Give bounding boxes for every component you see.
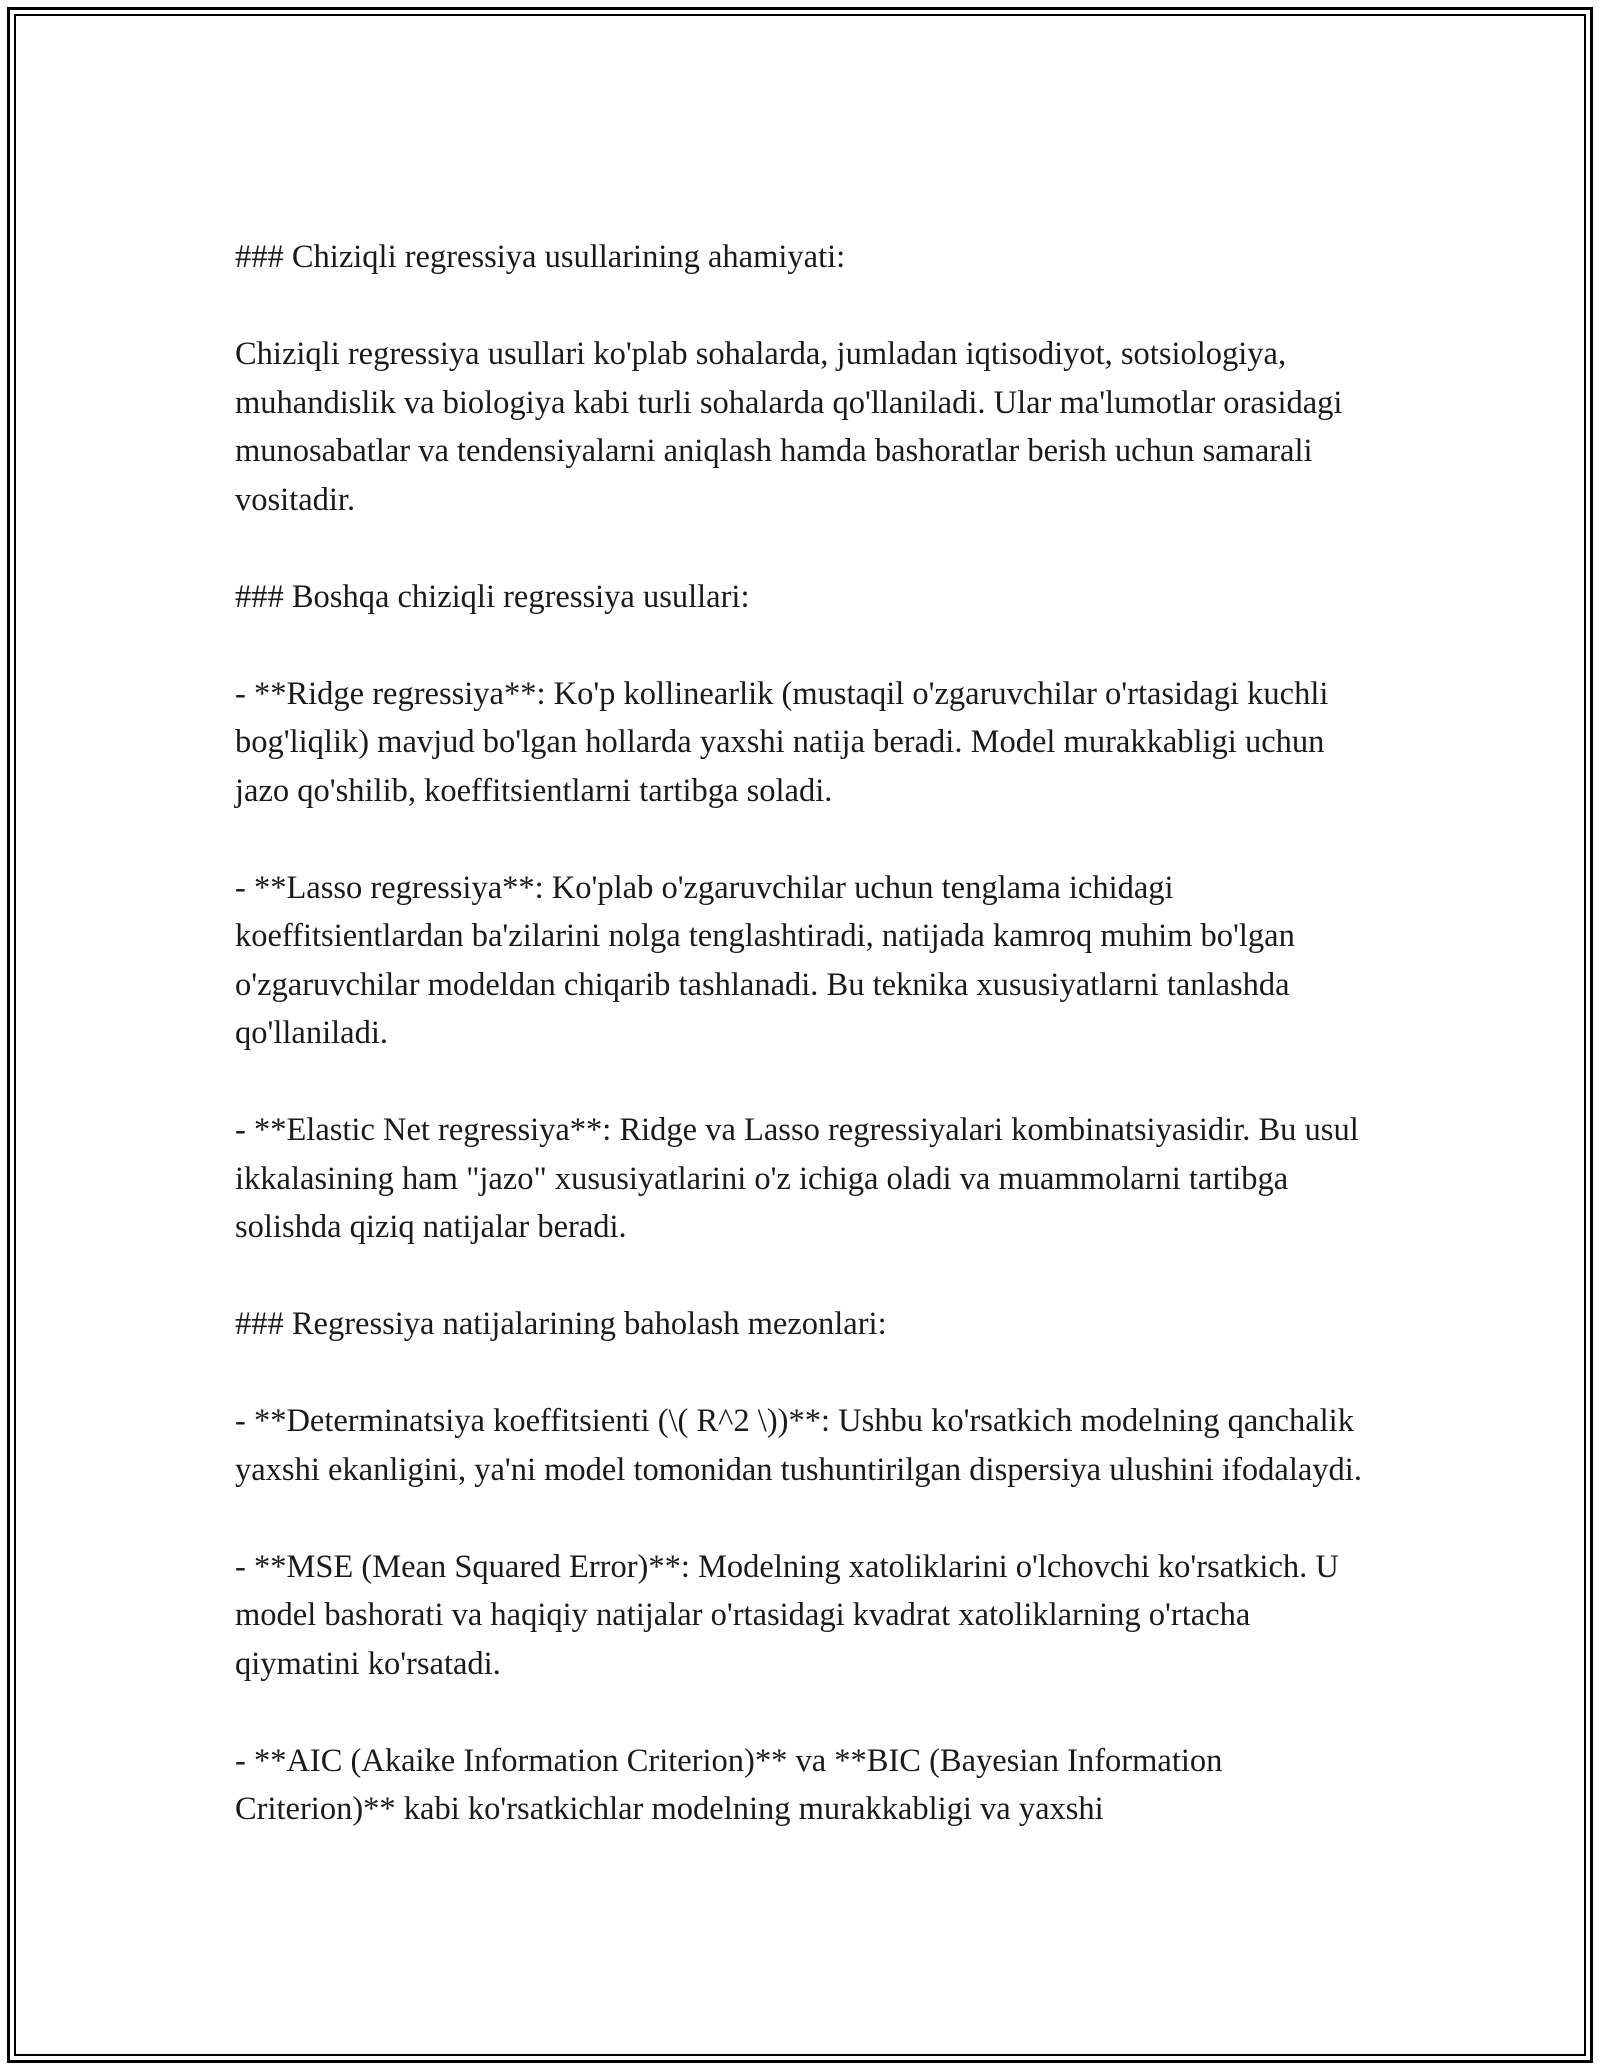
document-body <box>235 233 1375 1834</box>
list-item: - **Ridge regressiya**: Ko'p kollinearlik (mustaqil o'zgaruvchilar o'rtasidagi kuchli bog'liqlik) mavjud bo'lgan hollarda yaxshi natija beradi. Model murakkabligi uchun jazo qo'shilib, koeffitsientlarni tartibga soladi. <box>235 675 1329 809</box>
list-item: - **Determinatsiya koeffitsienti (\( R^2 \))**: Ushbu ko'rsatkich modelning qanchalik yaxshi ekanligini, ya'ni model tomonidan tushuntirilgan dispersiya ulushini ifodalaydi. <box>235 1403 1362 1488</box>
list-item: - **MSE (Mean Squared Error)**: Modelning xatoliklarini o'lchovchi ko'rsatkich. U model bashorati va haqiqiy natijalar o'rtasidagi kvadrat xatoliklarning o'rtacha qiymatini ko'rsatadi. <box>235 1548 1339 1682</box>
list-item: - **Lasso regressiya**: Ko'plab o'zgaruvchilar uchun tenglama ichidagi koeffitsientlardan ba'zilarini nolga tenglashtiradi, natijada kamroq muhim bo'lgan o'zgaruvchilar modeldan chiqarib tashlanadi. Bu teknika xususiyatlarni tanlashda qo'llaniladi. <box>235 869 1295 1051</box>
section-heading: ### Regressiya natijalarining baholash mezonlari: <box>235 1306 887 1342</box>
list-item: - **AIC (Akaike Information Criterion)** va **BIC (Bayesian Information Criterion)** kabi ko'rsatkichlar modelning murakkabligi va yaxshi <box>235 1742 1223 1827</box>
list-item: - **Elastic Net regressiya**: Ridge va Lasso regressiyalari kombinatsiyasidir. Bu usul ikkalasining ham "jazo" xususiyatlarini o'z ichiga oladi va muammolarni tartibga solishda qiziq natijalar beradi. <box>235 1112 1359 1245</box>
section-heading: ### Boshqa chiziqli regressiya usullari: <box>235 578 750 615</box>
paragraph: Chiziqli regressiya usullari ko'plab sohalarda, jumladan iqtisodiyot, sotsiologiya, muhandislik va biologiya kabi turli sohalarda qo'llaniladi. Ular ma'lumotlar orasidagi munosabatlar va tendensiyalarni aniqlash hamda bashoratlar berish uchun samarali vositadir. <box>235 336 1343 518</box>
section-heading: ### Chiziqli regressiya usullarining ahamiyati: <box>235 239 846 275</box>
